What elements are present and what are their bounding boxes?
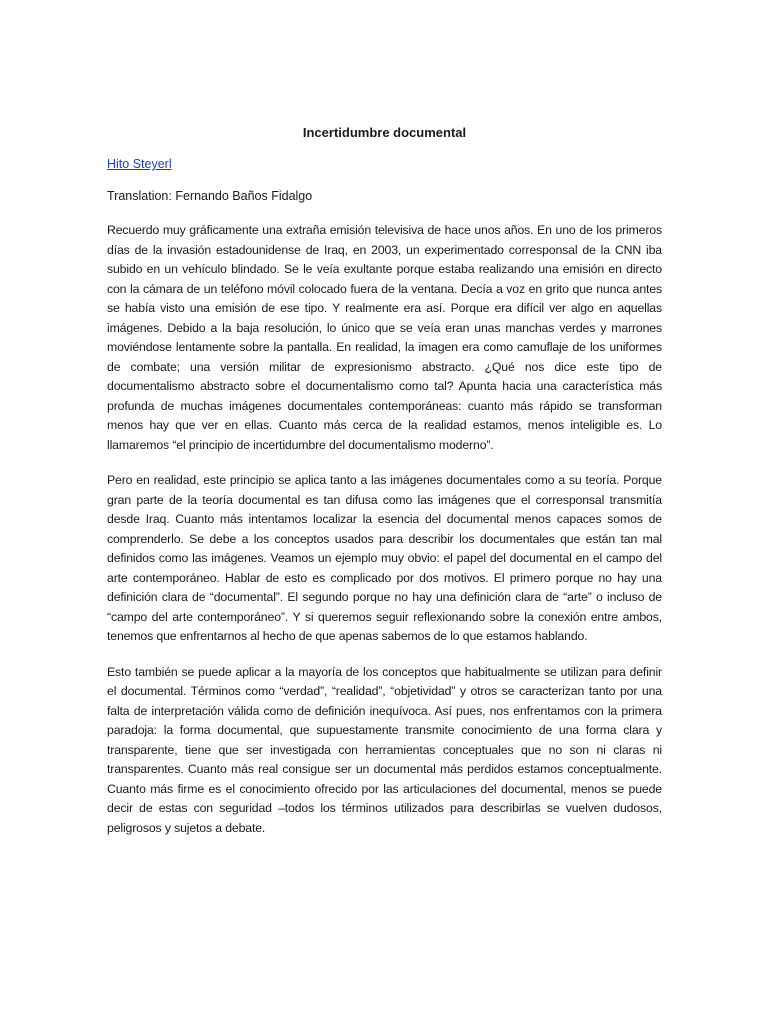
paragraph-1: Recuerdo muy gráficamente una extraña emisión televisiva de hace unos años. En uno de los primeros días de la invasión estadounidense de Iraq, en 2003, un experimentado corresponsal de la CNN iba subido en un vehículo blindado. Se le veía exultante porque estaba realizando una emisión en directo con la cámara de un teléfono móvil colocado fuera de la ventana. Decía a voz en grito que nunca antes se había visto una emisión de ese tipo. Y realmente era así. Porque era difícil ver algo en aquellas imágenes. Debido a la baja resolución, lo único que se veía eran unas manchas verdes y marrones moviéndose lentamente sobre la pantalla. En realidad, la imagen era como camuflaje de los uniformes de combate; una versión militar de expresionismo abstracto. ¿Qué nos dice este tipo de documentalismo abstracto sobre el documentalismo como tal? Apunta hacia una característica más profunda de muchas imágenes documentales contemporáneas: cuanto más rápido se transforman menos hay que ver en ellas. Cuanto más cerca de la realidad estamos, menos inteligible es. Lo llamaremos “el principio de incertidumbre del documentalismo moderno”. <box>107 223 662 452</box>
author-line <box>107 155 662 173</box>
document-content <box>107 124 662 854</box>
author-link[interactable]: Hito Steyerl <box>107 157 172 171</box>
document-title: Incertidumbre documental <box>302 125 467 140</box>
translation-credit: Translation: Fernando Baños Fidalgo <box>107 189 313 203</box>
paragraph-2: Pero en realidad, este principio se aplica tanto a las imágenes documentales como a su teoría. Porque gran parte de la teoría documental es tan difusa como las imágenes que el corresponsal transmitía desde Iraq. Cuanto más intentamos localizar la esencia del documental menos capaces somos de comprenderlo. Se debe a los conceptos usados para describir los documentales que están tan mal definidos como las imágenes. Veamos un ejemplo muy obvio: el papel del documental en el campo del arte contemporáneo. Hablar de esto es complicado por dos motivos. El primero porque no hay una definición clara de “documental”. El segundo porque no hay una definición clara de “arte” o incluso de “campo del arte contemporáneo”. Y si queremos seguir reflexionando sobre la conexión entre ambos, tenemos que enfrentarnos al hecho de que apenas sabemos de lo que estamos hablando. <box>107 473 662 643</box>
paragraph-3: Esto también se puede aplicar a la mayoría de los conceptos que habitualmente se utilizan para definir el documental. Términos como “verdad”, “realidad”, “objetividad” y otros se caracterizan tanto por una falta de interpretación válida como de definición inequívoca. Así pues, nos enfrentamos con la primera paradoja: la forma documental, que supuestamente transmite conocimiento de una forma clara y transparente, tiene que ser investigada con herramientas conceptuales que no son ni claras ni transparentes. Cuanto más real consigue ser un documental más perdidos estamos conceptualmente. Cuanto más firme es el conocimiento ofrecido por las articulaciones del documental, menos se puede decir de estas con seguridad –todos los términos utilizados para describirlas se vuelven dudosos, peligrosos y sujetos a debate. <box>107 664 662 835</box>
